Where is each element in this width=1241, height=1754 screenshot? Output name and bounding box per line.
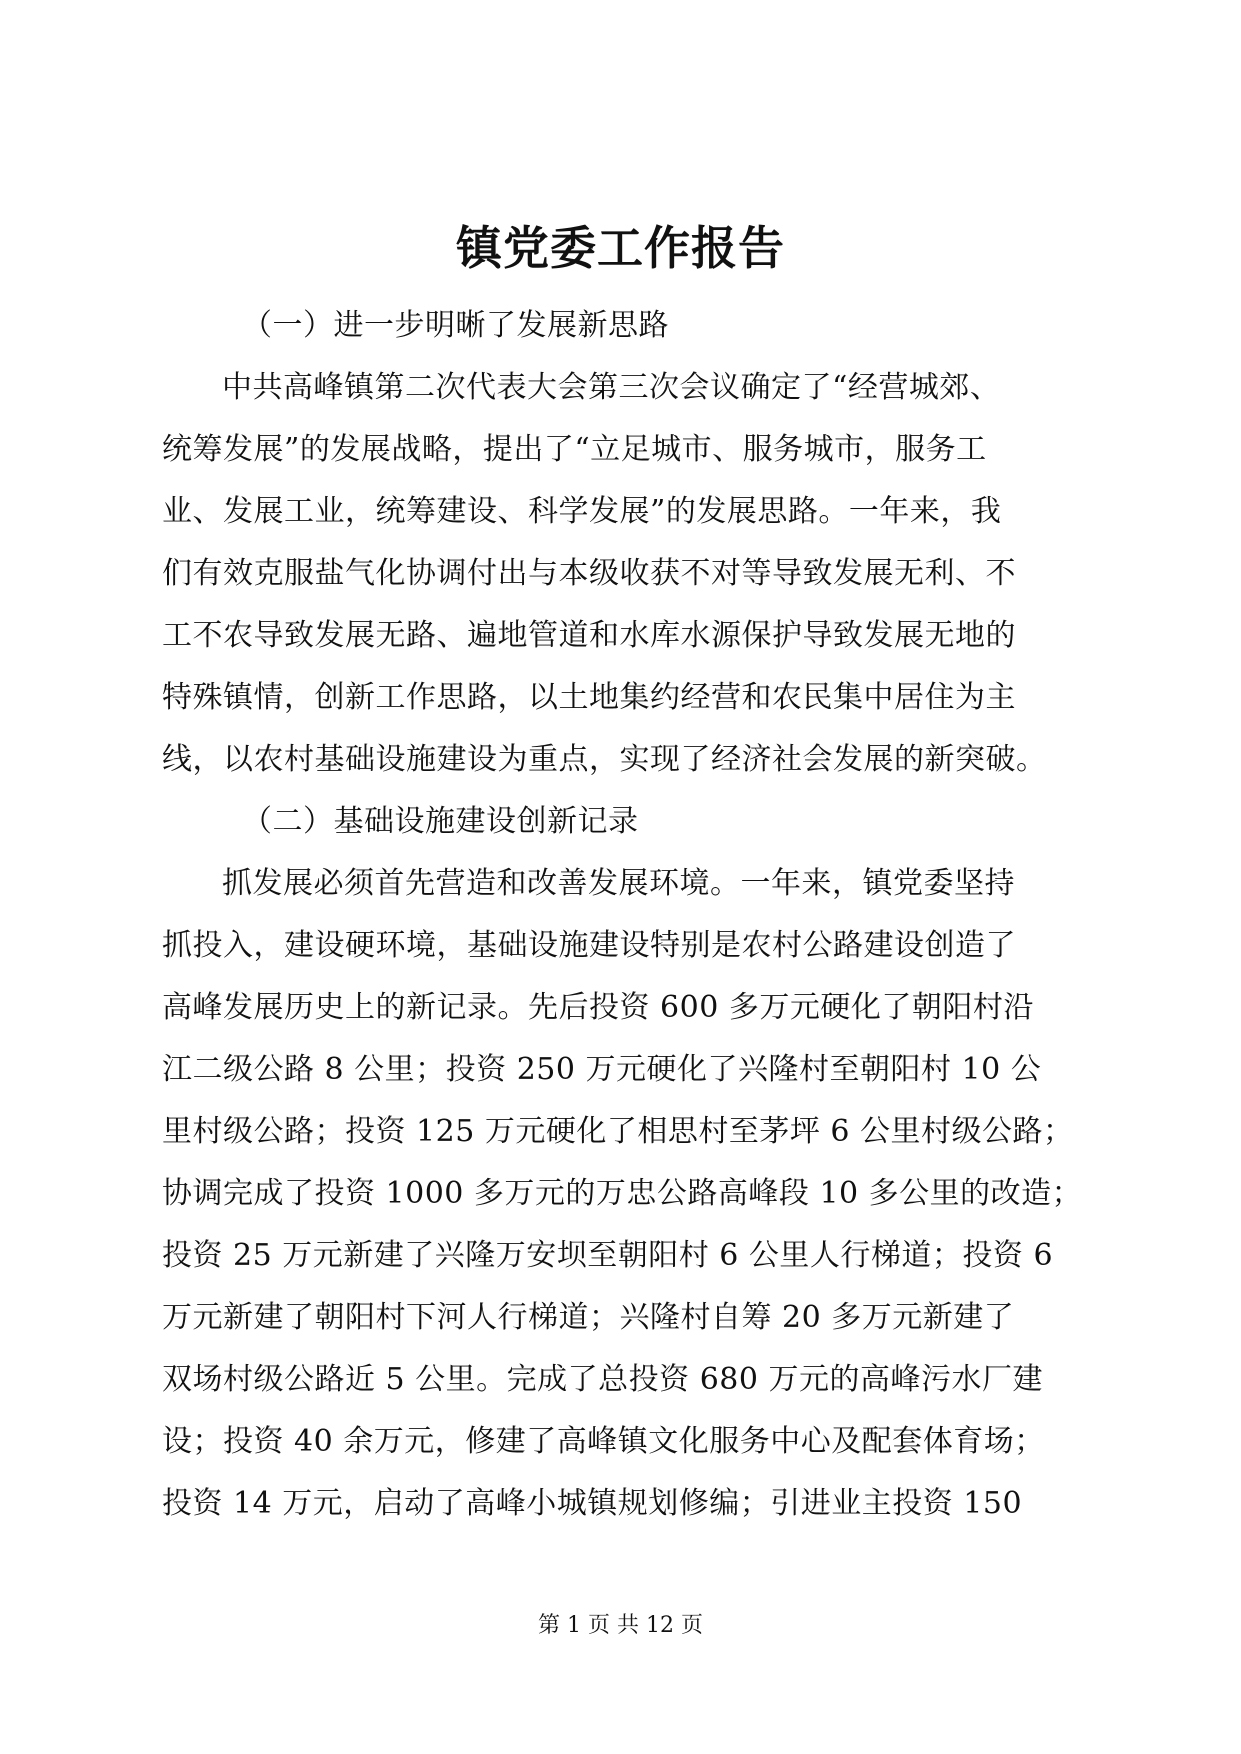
section-heading-1: （一）进一步明晰了发展新思路 [242,308,669,343]
paragraph-line: 特殊镇情，创新工作思路，以土地集约经营和农民集中居住为主 [162,680,1016,715]
paragraph-line: 投资 14 万元，启动了高峰小城镇规划修编；引进业主投资 150 [162,1486,1023,1521]
section-heading-2: （二）基础设施建设创新记录 [242,804,639,839]
paragraph-line: 里村级公路；投资 125 万元硬化了相思村至茅坪 6 公里村级公路； [162,1114,1074,1149]
paragraph-line: 线，以农村基础设施建设为重点，实现了经济社会发展的新突破。 [162,742,1047,777]
paragraph-line: 万元新建了朝阳村下河人行梯道；兴隆村自筹 20 多万元新建了 [162,1300,1015,1335]
paragraph-line: 投资 25 万元新建了兴隆万安坝至朝阳村 6 公里人行梯道；投资 6 [162,1238,1054,1273]
paragraph-line: 抓投入，建设硬环境，基础设施建设特别是农村公路建设创造了 [162,928,1016,963]
paragraph-line: 设；投资 40 余万元，修建了高峰镇文化服务中心及配套体育场； [162,1424,1045,1459]
document-body [162,295,1083,1535]
paragraph-line: 中共高峰镇第二次代表大会第三次会议确定了“经营城郊、 [222,370,1001,405]
paragraph-line: 高峰发展历史上的新记录。先后投资 600 多万元硬化了朝阳村沿 [162,990,1034,1025]
paragraph-line: 双场村级公路近 5 公里。完成了总投资 680 万元的高峰污水厂建 [162,1362,1043,1397]
paragraph-line: 们有效克服盐气化协调付出与本级收获不对等导致发展无利、不 [162,556,1016,591]
paragraph-line: 抓发展必须首先营造和改善发展环境。一年来，镇党委坚持 [222,866,1015,901]
paragraph-line: 业、发展工业，统筹建设、科学发展”的发展思路。一年来，我 [162,494,1002,529]
paragraph-line: 统筹发展”的发展战略，提出了“立足城市、服务城市，服务工 [162,432,987,467]
document-title: 镇党委工作报告 [456,221,785,275]
paragraph-line: 江二级公路 8 公里；投资 250 万元硬化了兴隆村至朝阳村 10 公 [162,1052,1042,1087]
paragraph-line: 协调完成了投资 1000 多万元的万忠公路高峰段 10 多公里的改造； [162,1176,1083,1211]
page-footer: 第 1 页 共 12 页 [538,1613,703,1638]
paragraph-line: 工不农导致发展无路、遍地管道和水库水源保护导致发展无地的 [162,618,1016,653]
